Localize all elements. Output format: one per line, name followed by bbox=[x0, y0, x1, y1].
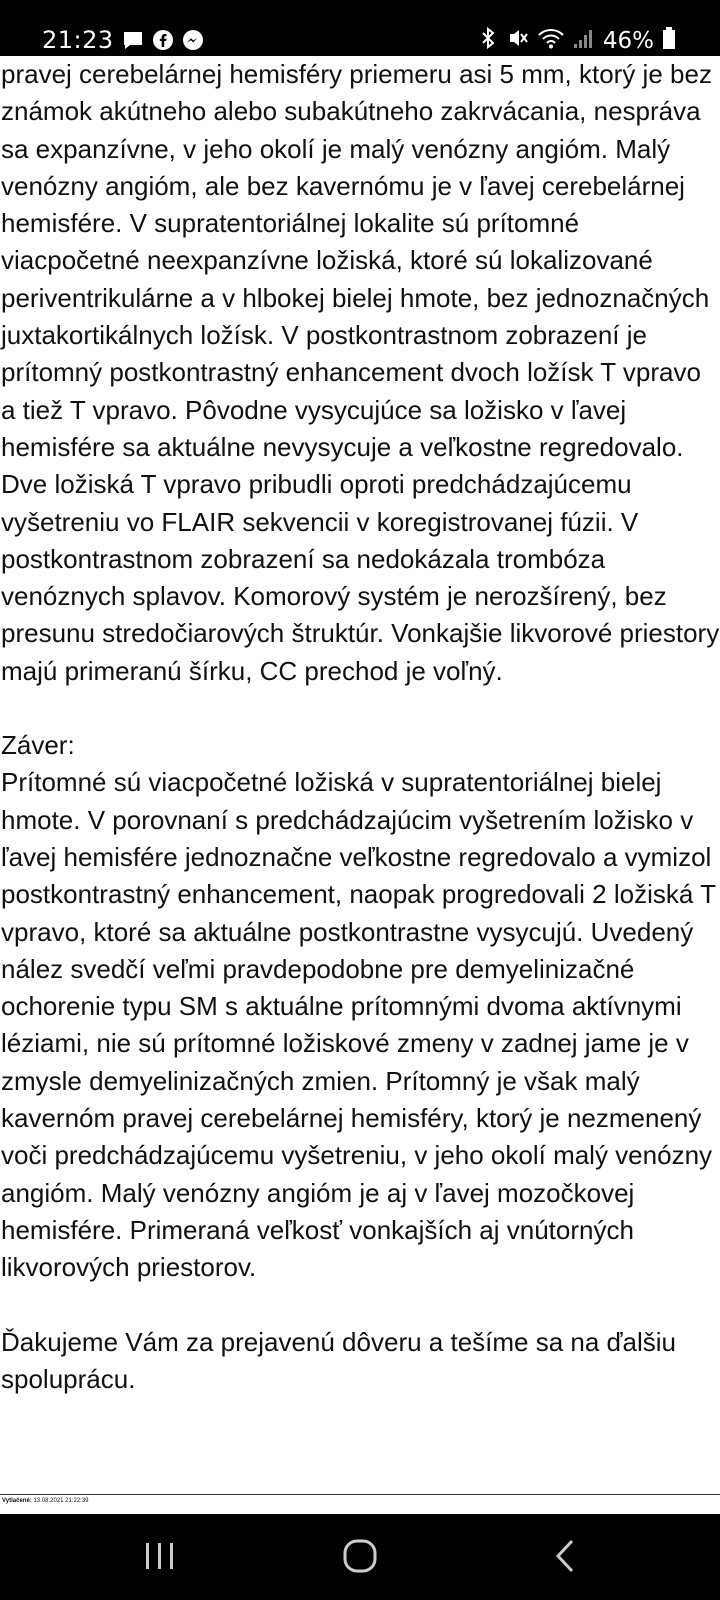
home-icon bbox=[342, 1538, 378, 1574]
back-button[interactable] bbox=[535, 1531, 595, 1581]
status-right bbox=[479, 26, 676, 55]
conclusion-heading: Záver: bbox=[1, 730, 75, 761]
conclusion-paragraph: Prítomné sú viacpočetné ložiská v supratentoriálnej bielej hmote. V porovnaní s predchádzajúcim vyšetrením ložisko v ľavej hemisfére jednoznačne veľkostne regredovalo a vymizol postkontrastný enhancement, naopak progredovali 2 ložiská T vpravo, ktoré sa aktuálne postkontrastne vysycujú. Uvedený nález svedčí veľmi pravdepodobne pre demyelinizačné ochorenie typu SM s aktuálne prítomnými dvoma aktívnymi léziami, nie sú prítomné ložiskové zmeny v zadnej jame je v zmysle demyelinizačných zmien. Prítomný je však malý kavernóm pravej cerebelárnej hemisféry, ktorý je nezmenený voči predchádzajúcemu vyšetreniu, v jeho okolí malý venózny angióm. Malý venózny angióm je aj v ľavej mozočkovej hemisfére. Primeraná veľkosť vonkajších aj vnútorných likvorových priestorov. bbox=[1, 767, 716, 1283]
message-icon bbox=[122, 29, 144, 51]
status-left bbox=[42, 26, 204, 54]
home-button[interactable] bbox=[330, 1531, 390, 1581]
printed-label: Vytlačené: bbox=[2, 1498, 32, 1504]
facebook-icon bbox=[152, 29, 174, 51]
wifi-icon bbox=[537, 26, 565, 55]
status-bar bbox=[0, 0, 720, 56]
recent-apps-icon bbox=[143, 1541, 177, 1571]
report-findings-paragraph: pravej cerebelárnej hemisféry priemeru asi 5 mm, ktorý je bez známok akútneho alebo subakútneho zakrvácania, nespráva sa expanzívne, v jeho okolí je malý venózny angióm. Malý venózny angióm, ale bez kavernómu je v ľavej cerebelárnej hemisfére. V supratentoriálnej lokalite sú prítomné viacpočetné neexpanzívne ložiská, ktoré sú lokalizované periventrikulárne a v hlbokej bielej hmote, bez jednoznačných juxtakortikálnych ložísk. V postkontrastnom zobrazení je prítomný postkontrastný enhancement dvoch ložísk T vpravo a tiež T vpravo. Pôvodne vysycujúce sa ložisko v ľavej hemisfére sa aktuálne nevysycuje a veľkostne regredovalo. Dve ložiská T vpravo pribudli oproti predchádzajúcemu vyšetreniu vo FLAIR sekvencii v koregistrovanej fúzii. V postkontrastnom zobrazení sa nedokázala trombóza venóznych splavov. Komorový systém je nerozšírený, bez presunu stredočiarových štruktúr. Vonkajšie likvorové priestory majú primeranú šírku, CC prechod je voľný. bbox=[1, 59, 720, 686]
back-icon bbox=[552, 1538, 578, 1574]
printed-value: 13.08.2021 21:22:39 bbox=[33, 1498, 89, 1504]
report-document bbox=[0, 56, 720, 1493]
messenger-icon bbox=[182, 29, 204, 51]
recent-apps-button[interactable] bbox=[130, 1531, 190, 1581]
bluetooth-icon bbox=[479, 26, 497, 55]
vibrate-mute-icon bbox=[505, 26, 529, 55]
clock: 21:23 bbox=[42, 26, 114, 54]
footer-divider bbox=[0, 1494, 720, 1495]
printed-timestamp bbox=[2, 1498, 89, 1504]
battery-percent: 46% bbox=[602, 27, 654, 54]
battery-icon bbox=[662, 26, 676, 55]
thank-you-paragraph: Ďakujeme Vám za prejavenú dôveru a tešíme sa na ďalšiu spoluprácu. bbox=[1, 1326, 676, 1394]
navigation-bar bbox=[0, 1514, 720, 1600]
signal-icon bbox=[573, 26, 595, 55]
